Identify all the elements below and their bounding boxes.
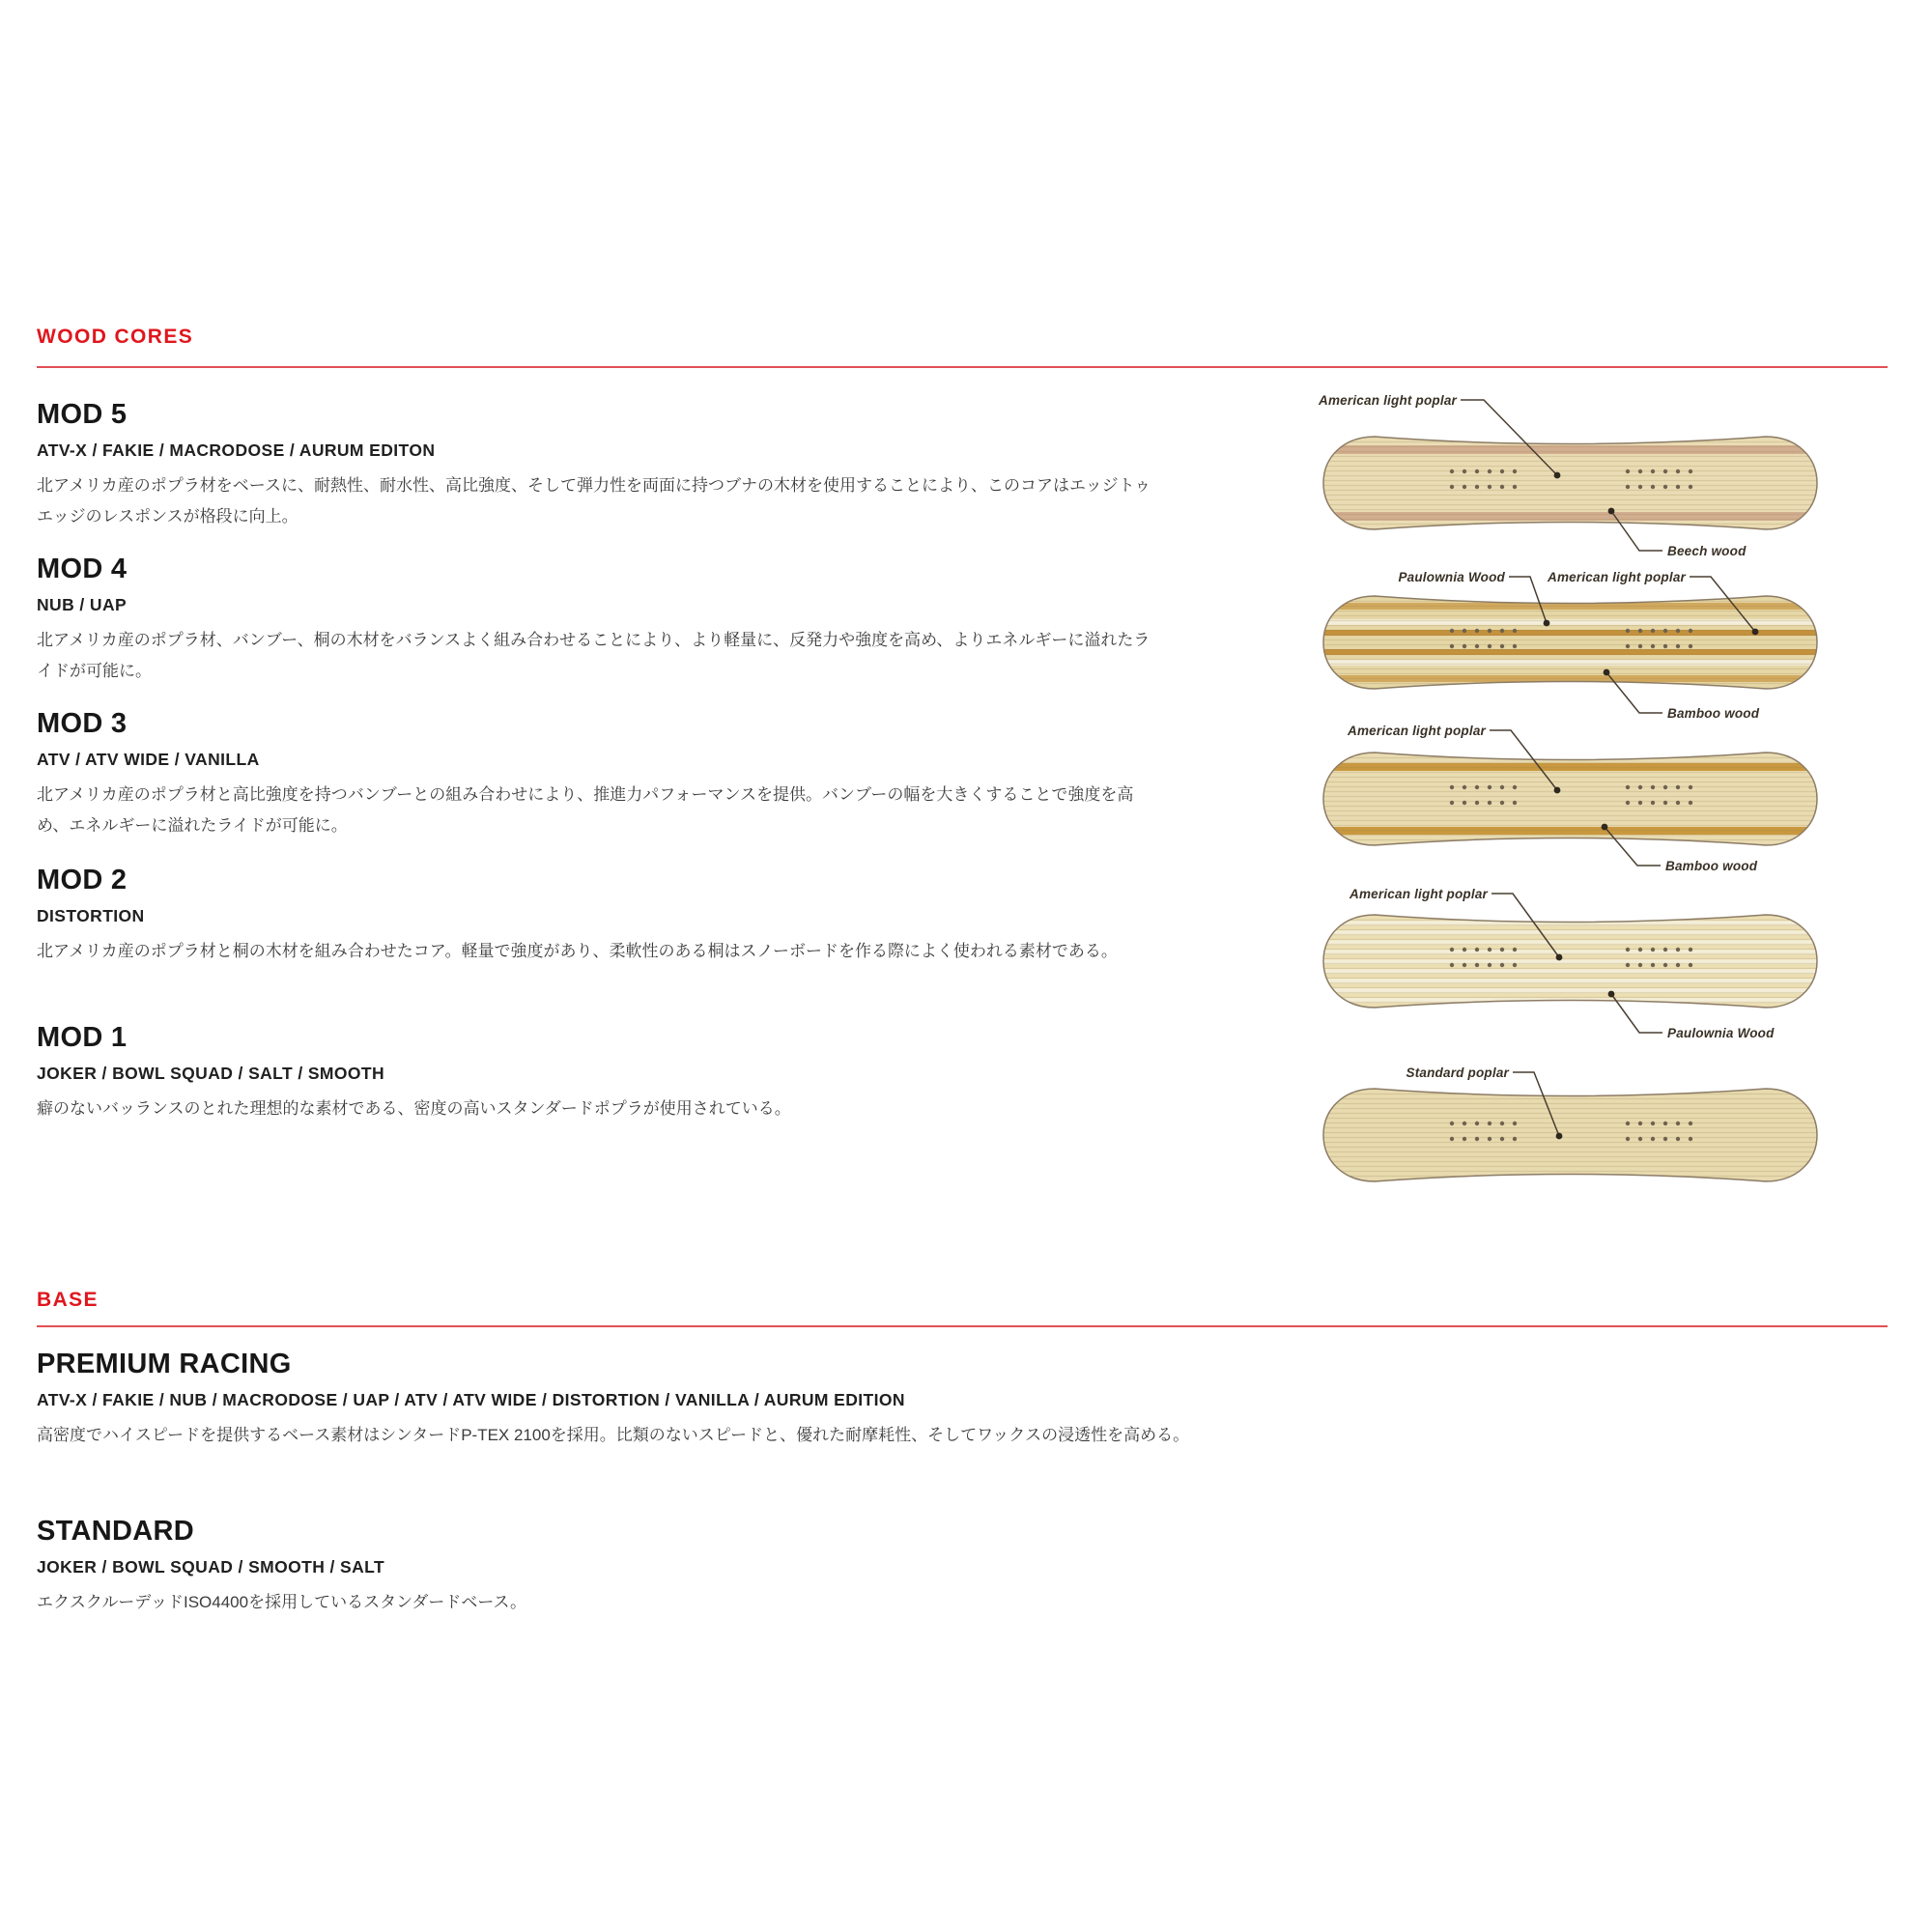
board-label-standard-poplar: Standard poplar <box>1406 1065 1509 1080</box>
mod1-board-diagram <box>1321 1087 1819 1183</box>
core-description-mod3: 北アメリカ産のポプラ材と高比強度を持つバンブーとの組み合わせにより、推進力パフォーマンスを提供。バンブーの幅を大きくすることで強度を高め、エネルギーに溢れたライドが可能に。 <box>37 784 1134 836</box>
board-label-beech: Beech wood <box>1667 544 1747 558</box>
wood-cores-heading: WOOD CORES <box>37 326 194 348</box>
core-models-mod4: NUB / UAP <box>37 595 128 614</box>
mod2-board-diagram <box>1321 913 1819 1009</box>
core-diagrams <box>1285 382 1922 1212</box>
board-label-poplar: American light poplar <box>1348 724 1486 738</box>
section-mod5 <box>37 401 1152 533</box>
core-models-mod2: DISTORTION <box>37 906 145 925</box>
core-title-mod1: MOD 1 <box>37 1022 128 1053</box>
mod3-board-diagram <box>1321 751 1819 847</box>
board-label-poplar: American light poplar <box>1350 887 1488 901</box>
board-label-bamboo: Bamboo wood <box>1665 859 1758 873</box>
mod4-board-diagram <box>1321 594 1819 691</box>
base-rule <box>37 1325 1888 1327</box>
core-title-mod2: MOD 2 <box>37 865 128 895</box>
mod5-board-diagram <box>1321 435 1819 531</box>
board-label-bamboo: Bamboo wood <box>1667 706 1760 721</box>
section-mod1 <box>37 1024 1152 1124</box>
core-description-mod1: 癖のないバッランスのとれた理想的な素材である、密度の高いスタンダードポプラが使用されている。 <box>37 1098 791 1118</box>
wood-cores-rule <box>37 366 1888 368</box>
base-models-premium: ATV-X / FAKIE / NUB / MACRODOSE / UAP / ATV / ATV WIDE / DISTORTION / VANILLA / AURUM EDITION <box>37 1390 905 1409</box>
board-label-paulownia: Paulownia Wood <box>1398 570 1505 584</box>
base-title-standard: STANDARD <box>37 1516 194 1547</box>
base-description-standard: エクスクルーデッドISO4400を採用しているスタンダードベース。 <box>37 1592 527 1611</box>
core-description-mod2: 北アメリカ産のポプラ材と桐の木材を組み合わせたコア。軽量で強度があり、柔軟性のある桐はスノーボードを作る際によく使われる素材である。 <box>37 941 1118 960</box>
base-heading: BASE <box>37 1289 99 1311</box>
section-standard <box>37 1518 1283 1618</box>
base-title-premium: PREMIUM RACING <box>37 1349 292 1379</box>
section-mod2 <box>37 867 1152 967</box>
core-title-mod3: MOD 3 <box>37 708 128 739</box>
core-description-mod4: 北アメリカ産のポプラ材、バンブー、桐の木材をバランスよく組み合わせることにより、より軽量に、反発力や強度を高め、よりエネルギーに溢れたライドが可能に。 <box>37 630 1151 681</box>
core-title-mod5: MOD 5 <box>37 399 128 430</box>
base-description-premium: 高密度でハイスピードを提供するベース素材はシンタードP-TEX 2100を採用。比類のないスピードと、優れた耐摩耗性、そしてワックスの浸透性を高める。 <box>37 1425 1190 1444</box>
core-description-mod5: 北アメリカ産のポプラ材をベースに、耐熱性、耐水性、高比強度、そして弾力性を両面に持つブナの木材を使用することにより、このコアはエッジトゥエッジのレスポンスが格段に向上。 <box>37 475 1151 526</box>
core-models-mod1: JOKER / BOWL SQUAD / SALT / SMOOTH <box>37 1064 385 1083</box>
board-label-poplar: American light poplar <box>1319 393 1457 408</box>
core-models-mod3: ATV / ATV WIDE / VANILLA <box>37 750 260 769</box>
core-models-mod5: ATV-X / FAKIE / MACRODOSE / AURUM EDITON <box>37 440 436 460</box>
section-premium-racing <box>37 1350 1283 1451</box>
section-mod3 <box>37 710 1152 842</box>
board-label-poplar: American light poplar <box>1548 570 1686 584</box>
base-models-standard: JOKER / BOWL SQUAD / SMOOTH / SALT <box>37 1557 385 1577</box>
board-label-paulownia: Paulownia Wood <box>1667 1026 1775 1040</box>
section-mod4 <box>37 555 1152 688</box>
core-title-mod4: MOD 4 <box>37 554 128 584</box>
